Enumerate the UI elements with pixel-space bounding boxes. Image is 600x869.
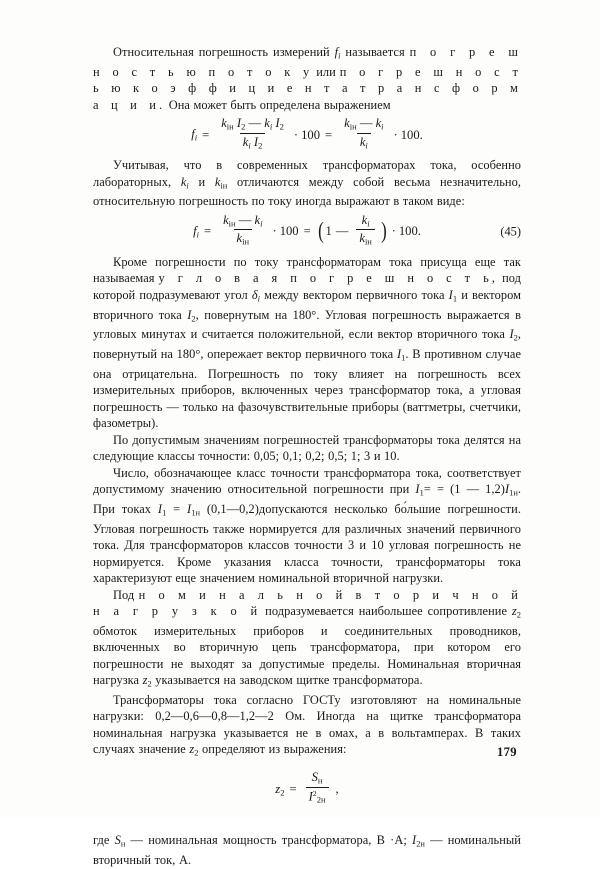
equation-1 xyxy=(93,118,521,152)
paragraph-5 xyxy=(93,465,521,587)
eq2-frac2-numerator: ki xyxy=(361,212,370,229)
eq1-fraction-1 xyxy=(218,116,287,150)
eq3-numerator: $S_н$ xyxy=(311,770,323,786)
p2-run1: Учитывая, что в современных трансформаторах тока, особенно лабораторных, xyxy=(93,158,521,189)
eq2-hundred-2: 100. xyxy=(398,224,421,239)
eq2-dot-2: · xyxy=(391,224,396,239)
p5-run1: Число, обозначающее класс точности трансформатора тока, соответствует допустимому значению относительной погрешности при xyxy=(93,465,521,497)
p5-run2: = = (1 — 1,2) xyxy=(423,482,505,497)
paragraph-4 xyxy=(93,432,521,465)
p6-run4: указывается на заводском щитке трансформатора. xyxy=(151,673,423,688)
p8-run3: — номинальный вторичный ток, А. xyxy=(93,833,521,868)
p5-run5: (0,1—0,2)допускаются несколько бо́льшие погрешности. Угловая погрешность также нормируется для различных значений первичного тока. Для трансформаторов классов точности 3 и 10 угловая погрешность не нормируется. Кроме указания класса точности, трансформаторы тока характеризуют еще значением номинальной вторичной нагрузки. xyxy=(93,501,521,586)
p7-symbol-z2: $z_2$ xyxy=(189,742,199,758)
spacer-after-equation-3 xyxy=(93,806,521,832)
p1-run3: или xyxy=(312,64,340,79)
eq1-dot-1: · xyxy=(293,127,299,142)
p5-run3: . При токах xyxy=(93,482,521,516)
eq1-hundred-2: 100. xyxy=(400,127,423,142)
p8-run1: где xyxy=(93,833,115,848)
p3-run3: между вектором первичного тока xyxy=(260,287,449,302)
eq2-equals: = xyxy=(203,224,212,239)
p5-run4: = xyxy=(166,501,188,516)
p8-symbol-Sn: $S_н$ xyxy=(114,833,126,849)
p3-run4: и вектором вторичного тока xyxy=(93,287,521,322)
eq1-frac2-numerator: $k_{iн}$ — ki xyxy=(344,116,384,132)
eq2-one: 1 xyxy=(325,224,332,239)
eq3-equals: = xyxy=(289,781,297,796)
eq3-lhs: $z_2$ xyxy=(275,781,285,798)
paragraph-6 xyxy=(93,587,521,692)
eq2-dot-1: · xyxy=(272,224,277,239)
p3-symbol-delta: δi xyxy=(251,287,261,304)
p6-spaced-nominalnoy-vtorichnoy-nagruzkoy: н о м и н а л ь н о й в т о р и ч н о й н а г р у з к о й xyxy=(93,587,521,619)
eq2-minus: — xyxy=(335,224,349,239)
eq2-frac1-numerator: $k_{iн}$ — ki xyxy=(223,212,263,229)
p3-run1: Кроме погрешности по току трансформаторам тока присуща еще так называемая xyxy=(93,254,521,286)
eq2-hundred-1: 100 xyxy=(279,224,299,239)
p8-symbol-I2n: $I_{2н}$ xyxy=(412,833,425,849)
p7-run1: Трансформаторы тока согласно ГОСТу изготовляют на номинальные нагрузки: 0,2—0,6—0,8—1,2—2 Ом. Иногда на щитке трансформатора номинальная нагрузка указывается не в омах, а в вольтамперах. В таких случаях значение xyxy=(93,693,521,757)
equation-2 xyxy=(93,212,521,249)
eq2-frac2-denominator: $k_{iн}$ xyxy=(356,229,375,246)
p3-symbol-I2-b: $I_2$ xyxy=(509,327,518,343)
page-number: 179 xyxy=(497,745,517,759)
p8-run2: — номинальная мощность трансформатора, В ·А; xyxy=(125,833,412,848)
p3-run6: , повернутый на 180°, опережает вектор первичного тока xyxy=(93,327,521,362)
eq1-fraction-2 xyxy=(341,116,386,150)
p3-spaced-uglovaya-pogreshnost: у г л о в а я п о г р е ш н о с т ь, xyxy=(158,271,499,286)
equation-1-row xyxy=(191,118,423,152)
text-column xyxy=(93,44,521,869)
p1-spaced-pogreshnostyu-po-toku: п о г р е ш н о с т ь ю п о т о к у xyxy=(93,45,521,79)
eq2-frac1-denominator: $k_{iн}$ xyxy=(234,229,253,246)
eq1-frac1-numerator: $k_{iн}$ $I_2$ — ki $I_2$ xyxy=(221,116,284,132)
p3-run5: , повернутым на 180°. Угловая погрешность выражается в угловых минутах и считается положительной, если вектор вторичного тока xyxy=(93,307,522,342)
equation-3-row xyxy=(275,772,338,806)
eq2-equals-2: = xyxy=(303,224,311,239)
p2-run3: отличаются между собой весьма незначительно, относительную погрешность по току иногда выражают в таком виде: xyxy=(93,174,522,209)
p2-run2: и xyxy=(188,174,215,189)
p2-symbol-ki: ki xyxy=(180,174,189,190)
eq3-denominator: $I^2_{2н}$ xyxy=(306,787,329,805)
eq2-paren-open: ( xyxy=(317,217,324,244)
eq3-fraction xyxy=(306,770,329,804)
equation-2-row xyxy=(193,212,421,249)
eq1-equals-2: = xyxy=(325,127,333,142)
paragraph-1 xyxy=(93,44,521,113)
eq1-equals: = xyxy=(202,127,210,142)
eq1-lhs: fi xyxy=(191,127,198,143)
eq1-dot-2: · xyxy=(393,127,398,142)
p5-symbol-I1n: $I_{1н}$ xyxy=(504,482,518,498)
eq3-comma: , xyxy=(335,781,339,796)
p4-run1: По допустимым значениям погрешностей трансформаторы тока делятся на следующие классы точности: 0,05; 0,1; 0,2; 0,5; 1; 3 и 10. xyxy=(93,432,521,464)
equation-3 xyxy=(93,772,521,806)
p1-spaced-koefficienta-transformacii: п о г р е ш н о с т ь ю к о э ф ф и ц и е н т а т р а н с ф о р м а ц и и. xyxy=(93,64,521,112)
p6-run2: подразумевается наибольшее сопротивление xyxy=(260,604,512,619)
p6-symbol-z2: $z_2$ xyxy=(511,604,521,620)
eq2-paren-close: ) xyxy=(380,217,387,244)
p3-run7: . В противном случае она отрицательна. Погрешность по току влияет на погрешность всех измерительных приборов, включенных через трансформатор тока, а угловая погрешность — только на фазочувствительные приборы (ваттметры, счетчики, фазометры). xyxy=(93,347,522,431)
p1-run1: Относительная погрешность измерений xyxy=(113,45,335,59)
p5-symbol-I1n-b: $I_{1н}$ xyxy=(187,501,200,518)
p6-run3: обмоток измерительных приборов и соединительных проводников, включенных во вторичную цепь трансформатора, при котором его погрешности не выходят за допустимые пределы. Номинальная вторичная нагрузка xyxy=(93,623,521,688)
p1-run2: называется xyxy=(340,45,410,59)
eq2-fraction-2 xyxy=(356,213,375,247)
p3-symbol-I2: $I_2$ xyxy=(187,307,196,323)
eq1-hundred-1: 100 xyxy=(301,127,320,142)
paragraph-7 xyxy=(93,692,521,761)
eq2-lhs: fi xyxy=(193,224,199,240)
eq2-fraction-1 xyxy=(220,213,265,247)
p3-symbol-I1: $I_1$ xyxy=(448,287,458,304)
p3-symbol-I1-b: $I_1$ xyxy=(396,347,406,363)
p5-symbol-I1-b: $I_1$ xyxy=(157,501,167,518)
p1-symbol-f: fi xyxy=(334,45,341,61)
p1-run4: Она может быть определена выражением xyxy=(165,97,391,112)
equation-2-number: (45) xyxy=(500,224,521,239)
p6-run1: Под xyxy=(113,587,139,602)
eq1-frac1-denominator: ki $I_2$ xyxy=(240,133,266,150)
eq1-frac2-denominator: ki xyxy=(357,133,371,150)
paragraph-8 xyxy=(93,832,521,868)
p3-run2: под которой подразумевают угол xyxy=(93,271,522,302)
p2-symbol-kin: $k_{iн}$ xyxy=(214,174,228,190)
p7-run2: определяют из выражения: xyxy=(198,742,347,757)
p5-symbol-I1: $I_1$ xyxy=(415,482,424,498)
paragraph-3 xyxy=(93,254,521,432)
p6-symbol-z2-b: $z_2$ xyxy=(142,673,152,689)
paragraph-2 xyxy=(93,157,521,210)
